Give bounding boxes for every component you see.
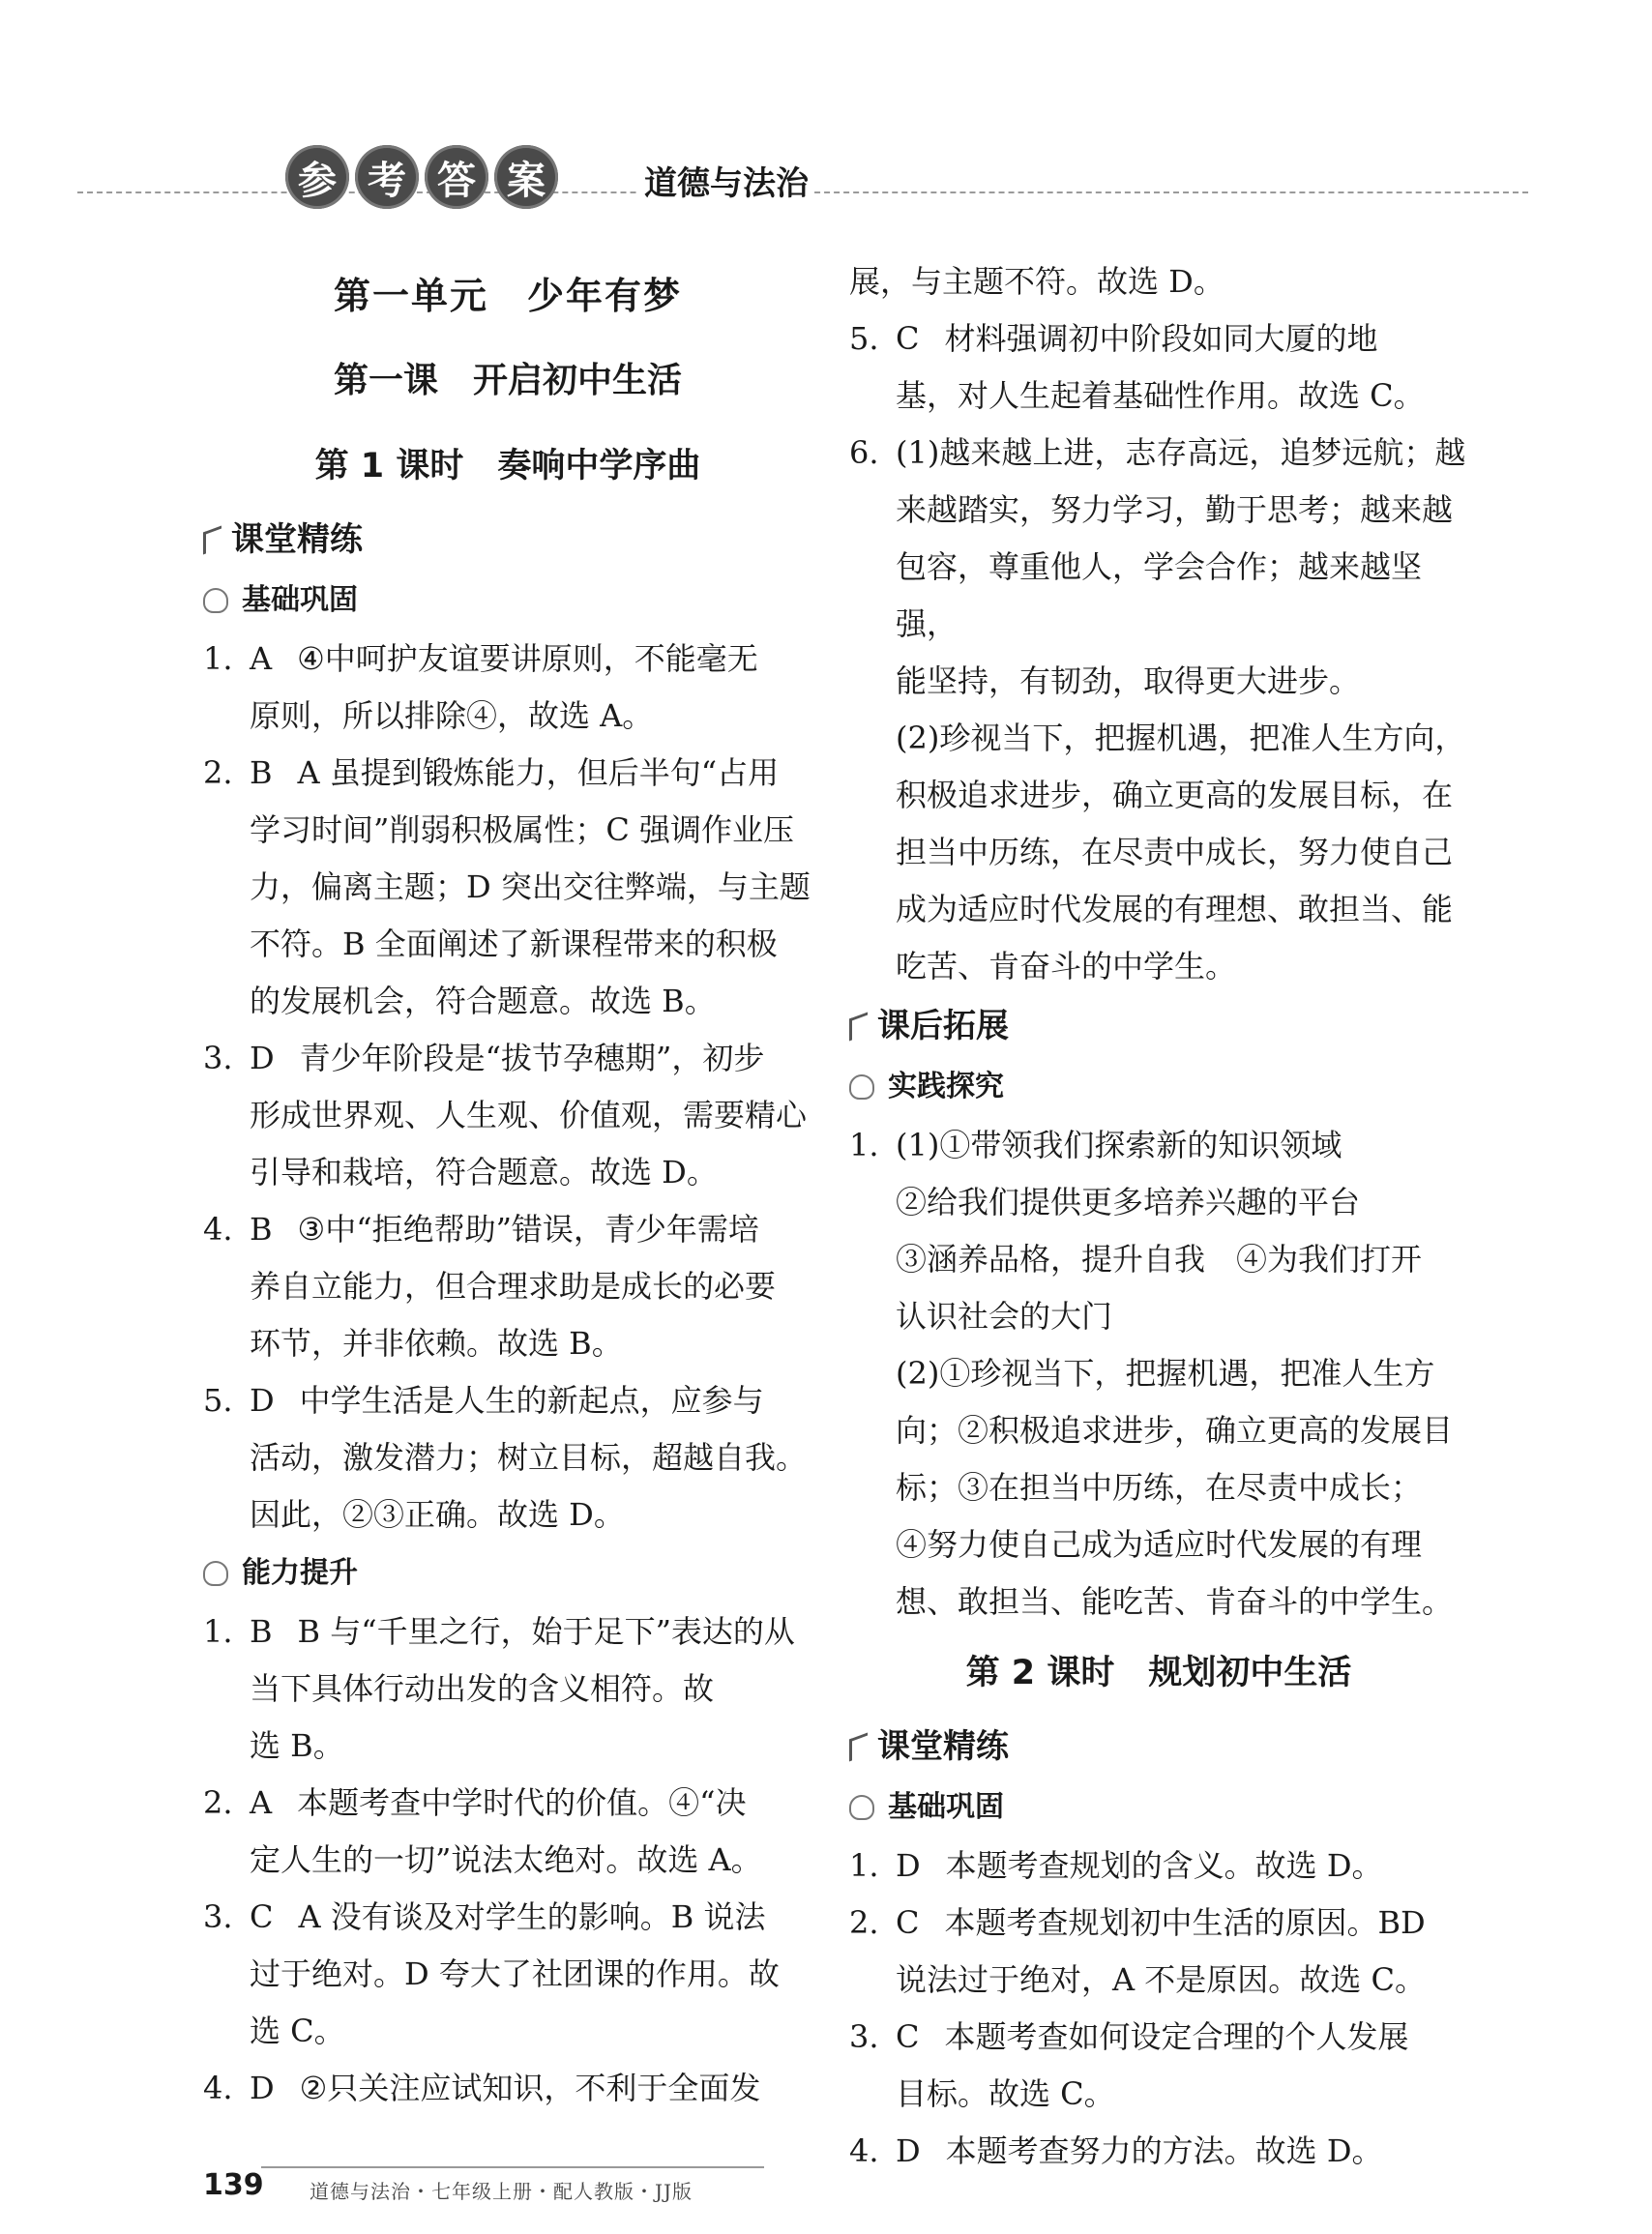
answer-line [896, 710, 1468, 767]
subsection-heading [203, 1543, 812, 1603]
answer-choice: C [896, 2018, 920, 2055]
answer-line [896, 1459, 1468, 1516]
answer-text: 不符。B 全面阐述了新课程带来的积极 [250, 926, 778, 962]
answer-item [203, 631, 812, 745]
answer-text: 吃苦、肯奋斗的中学生。 [896, 948, 1237, 985]
answer-list [849, 310, 1468, 995]
answer-choice: D [250, 1040, 275, 1076]
section-heading [849, 995, 1468, 1057]
answer-line [896, 2123, 1468, 2180]
answer-line [896, 1837, 1468, 1895]
answer-text: 担当中历练，在尽责中成长，努力使自己 [896, 834, 1454, 870]
answer-number: 4. [203, 2070, 233, 2106]
answer-line [896, 539, 1468, 653]
answer-text: (1)越来越上进，志存高远，追梦远航；越 [896, 434, 1466, 471]
answer-number: 2. [203, 754, 233, 791]
answer-line [250, 1832, 812, 1889]
subsection-icon [203, 1561, 228, 1586]
answer-line [896, 482, 1468, 539]
section-icon [849, 1012, 868, 1041]
answer-line [896, 367, 1468, 425]
answer-number: 2. [849, 1904, 879, 1941]
answer-text: 向；②积极追求进步，确立更高的发展目 [896, 1412, 1454, 1449]
answer-number: 2. [203, 1784, 233, 1821]
answer-number: 1. [203, 1613, 233, 1650]
answer-text: (2)①珍视当下，把握机遇，把准人生方 [896, 1355, 1435, 1392]
section-heading [849, 1716, 1468, 1778]
answer-line [896, 2009, 1468, 2066]
answer-choice: D [250, 2070, 275, 2106]
unit-title: 第一单元 少年有梦 [333, 275, 682, 317]
answer-choice: D [250, 1382, 275, 1419]
answer-number: 1. [203, 640, 233, 677]
answer-text: 本题考查中学时代的价值。④“决 [297, 1784, 747, 1821]
answer-text: 说法过于绝对，A 不是原因。故选 C。 [896, 1961, 1426, 1998]
section-icon [849, 1732, 868, 1761]
answer-text: (2)珍视当下，把握机遇，把准人生方向， [896, 720, 1466, 756]
subject-title: 道德与法治 [638, 157, 814, 204]
answer-line [896, 767, 1468, 824]
answer-line [896, 824, 1468, 881]
answer-line [896, 938, 1468, 995]
subsection-label: 基础巩固 [888, 1790, 1004, 1824]
answer-text: A 虽提到锻炼能力，但后半句“占用 [297, 754, 780, 791]
answer-line [250, 973, 812, 1030]
answer-line [896, 1402, 1468, 1459]
answer-item [849, 1895, 1468, 2009]
answer-line [250, 1775, 812, 1832]
answer-text: 因此，②③正确。故选 D。 [250, 1496, 625, 1533]
banner-char: 参 [285, 145, 349, 209]
answer-item [203, 1372, 812, 1543]
answer-number: 3. [203, 1040, 233, 1076]
answer-text: 活动，激发潜力；树立目标，超越自我。 [250, 1439, 808, 1476]
answer-text: 本题考查努力的方法。故选 D。 [945, 2132, 1383, 2169]
answer-text: 想、敢担当、能吃苦、肯奋斗的中学生。 [896, 1583, 1454, 1620]
answer-text: A 没有谈及对学生的影响。B 说法 [298, 1898, 766, 1935]
answer-line [250, 802, 812, 859]
answer-text: 材料强调初中阶段如同大厦的地 [944, 320, 1378, 357]
answer-number: 4. [849, 2132, 879, 2169]
answer-line [250, 2060, 812, 2117]
answer-text: ④努力使自己成为适应时代发展的有理 [896, 1526, 1423, 1563]
answer-choice: C [896, 320, 920, 357]
section-heading [203, 509, 812, 571]
answer-item [849, 2123, 1468, 2180]
section-icon [203, 525, 221, 554]
answer-item [203, 1201, 812, 1372]
subsection-icon [849, 1074, 874, 1100]
answer-line [250, 1661, 812, 1718]
answer-line [250, 1486, 812, 1543]
answer-line [250, 916, 812, 973]
answer-text: 成为适应时代发展的有理想、敢担当、能 [896, 891, 1454, 927]
answer-line [896, 653, 1468, 710]
answer-item [849, 1117, 1468, 1631]
footer-rule [261, 2166, 764, 2168]
answer-line [250, 745, 812, 802]
answer-text: 积极追求进步，确立更高的发展目标，在 [896, 777, 1454, 813]
left-column [203, 253, 812, 2117]
section-label: 课后拓展 [877, 1007, 1009, 1045]
answer-number: 3. [849, 2018, 879, 2055]
answer-text: 选 B。 [250, 1727, 344, 1764]
answer-line [250, 1718, 812, 1775]
subsection-icon [849, 1795, 874, 1820]
answer-number: 5. [203, 1382, 233, 1419]
subsection-icon [203, 588, 228, 613]
answer-text: 能坚持，有韧劲，取得更大进步。 [896, 662, 1361, 699]
answer-choice: C [896, 1904, 920, 1941]
answer-number: 1. [849, 1127, 879, 1163]
subsection-label: 能力提升 [242, 1556, 358, 1590]
banner-char: 答 [425, 145, 488, 209]
answer-line [250, 688, 812, 745]
answer-text: 本题考查如何设定合理的个人发展 [944, 2018, 1409, 2055]
section-label: 课堂精练 [231, 520, 363, 559]
subsection-heading [849, 1057, 1468, 1117]
answer-line [250, 1429, 812, 1486]
answer-line [250, 1201, 812, 1258]
answer-text: 青少年阶段是“拔节孕穗期”，初步 [299, 1040, 765, 1076]
subsection-label: 基础巩固 [242, 583, 358, 617]
answer-text: 基，对人生起着基础性作用。故选 C。 [896, 377, 1425, 414]
section-label: 课堂精练 [877, 1727, 1009, 1766]
period-title: 第 1 课时 奏响中学序曲 [314, 447, 701, 485]
answer-text: ③中“拒绝帮助”错误，青少年需培 [297, 1211, 759, 1248]
answer-text: B 与“千里之行，始于足下”表达的从 [297, 1613, 795, 1650]
answer-text: ④中呵护友谊要讲原则，不能毫无 [297, 640, 758, 677]
answer-number: 3. [203, 1898, 233, 1935]
answer-item [203, 745, 812, 1030]
answer-line [250, 1315, 812, 1372]
answer-text: 学习时间”削弱积极属性；C 强调作业压 [250, 811, 795, 848]
answer-line [896, 310, 1468, 367]
answer-number: 6. [849, 434, 879, 471]
subsection-heading [203, 571, 812, 631]
banner-char: 考 [355, 145, 419, 209]
answer-line [896, 1573, 1468, 1631]
answer-text: ③涵养品格，提升自我 ④为我们打开 [896, 1241, 1423, 1278]
answer-text: 当下具体行动出发的含义相符。故 [250, 1670, 715, 1707]
answer-text: (1)①带领我们探索新的知识领域 [896, 1127, 1342, 1163]
continued-text: 展，与主题不符。故选 D。 [849, 263, 1224, 300]
answer-line [250, 1372, 812, 1429]
answer-text: 选 C。 [250, 2013, 345, 2049]
answer-text: 目标。故选 C。 [896, 2075, 1115, 2112]
answer-item [849, 310, 1468, 425]
answer-choice: D [896, 2132, 921, 2169]
answer-line [896, 425, 1468, 482]
answer-number: 1. [849, 1847, 879, 1884]
subsection-label: 实践探究 [888, 1070, 1004, 1103]
answer-text: 的发展机会，符合题意。故选 B。 [250, 983, 716, 1019]
answer-item [849, 425, 1468, 995]
answer-text: 本题考查规划的含义。故选 D。 [945, 1847, 1383, 1884]
answer-item [849, 1837, 1468, 1895]
page-number: 139 [203, 2168, 264, 2202]
answer-list [203, 631, 812, 1543]
answer-line [250, 1030, 812, 1087]
answer-item [849, 2009, 1468, 2123]
answer-item [203, 2060, 812, 2117]
answer-text: 定人生的一切”说法太绝对。故选 A。 [250, 1841, 762, 1878]
subsection-heading [849, 1778, 1468, 1837]
answer-text: 认识社会的大门 [896, 1298, 1113, 1335]
answer-text: 形成世界观、人生观、价值观，需要精心 [250, 1097, 808, 1133]
answer-line [250, 1144, 812, 1201]
answer-choice: B [250, 1613, 273, 1650]
answer-choice: B [250, 1211, 273, 1248]
footer-info: 道德与法治・七年级上册・配人教版・JJ版 [310, 2180, 693, 2203]
answer-line [896, 2066, 1468, 2123]
answer-list [203, 1603, 812, 2117]
answer-text: ②只关注应试知识，不利于全面发 [299, 2070, 761, 2106]
answer-text: 力，偏离主题；D 突出交往弊端，与主题 [250, 868, 811, 905]
answer-line [896, 1174, 1468, 1231]
answer-line [896, 1895, 1468, 1952]
answer-text: 养自立能力，但合理求助是成长的必要 [250, 1268, 777, 1305]
answer-line [250, 631, 812, 688]
answer-choice: D [896, 1847, 921, 1884]
answer-list [849, 1837, 1468, 2180]
answer-item [203, 1603, 812, 1775]
answer-text: 过于绝对。D 夸大了社团课的作用。故 [250, 1955, 780, 1992]
answer-item [203, 1775, 812, 1889]
answer-text: 中学生活是人生的新起点，应参与 [299, 1382, 764, 1419]
answer-line [896, 881, 1468, 938]
answer-choice: C [250, 1898, 274, 1935]
answer-line [250, 1889, 812, 1946]
answer-key-banner [285, 145, 558, 209]
answer-line [896, 1952, 1468, 2009]
right-column [849, 253, 1468, 2180]
answer-text: 来越踏实，努力学习，勤于思考；越来越 [896, 491, 1454, 528]
answer-line [896, 1231, 1468, 1288]
page-header [77, 135, 1528, 213]
answer-text: 引导和栽培，符合题意。故选 D。 [250, 1154, 718, 1190]
answer-line [250, 859, 812, 916]
answer-line [250, 2003, 812, 2060]
answer-choice: A [250, 640, 273, 677]
answer-line [250, 1946, 812, 2003]
answer-list [849, 1117, 1468, 1631]
answer-choice: A [250, 1784, 273, 1821]
answer-number: 4. [203, 1211, 233, 1248]
answer-line [896, 1516, 1468, 1573]
answer-line [896, 1288, 1468, 1345]
answer-text: 包容，尊重他人，学会合作；越来越坚强， [896, 548, 1423, 642]
answer-line [250, 1603, 812, 1661]
answer-text: 原则，所以排除④，故选 A。 [250, 697, 654, 734]
answer-item [203, 1889, 812, 2060]
answer-line [896, 1345, 1468, 1402]
answer-text: 本题考查规划初中生活的原因。BD [944, 1904, 1426, 1941]
answer-text: 环节，并非依赖。故选 B。 [250, 1325, 623, 1362]
page-footer [203, 2166, 764, 2215]
answer-line [896, 1117, 1468, 1174]
answer-number: 5. [849, 320, 879, 357]
period-title: 第 2 课时 规划初中生活 [965, 1654, 1352, 1692]
lesson-title: 第一课 开启初中生活 [333, 361, 682, 400]
answer-line [250, 1087, 812, 1144]
answer-line [250, 1258, 812, 1315]
answer-text: ②给我们提供更多培养兴趣的平台 [896, 1184, 1361, 1220]
answer-text: 标；③在担当中历练，在尽责中成长； [896, 1469, 1423, 1506]
answer-choice: B [250, 754, 273, 791]
banner-char: 案 [494, 145, 558, 209]
answer-item [203, 1030, 812, 1201]
